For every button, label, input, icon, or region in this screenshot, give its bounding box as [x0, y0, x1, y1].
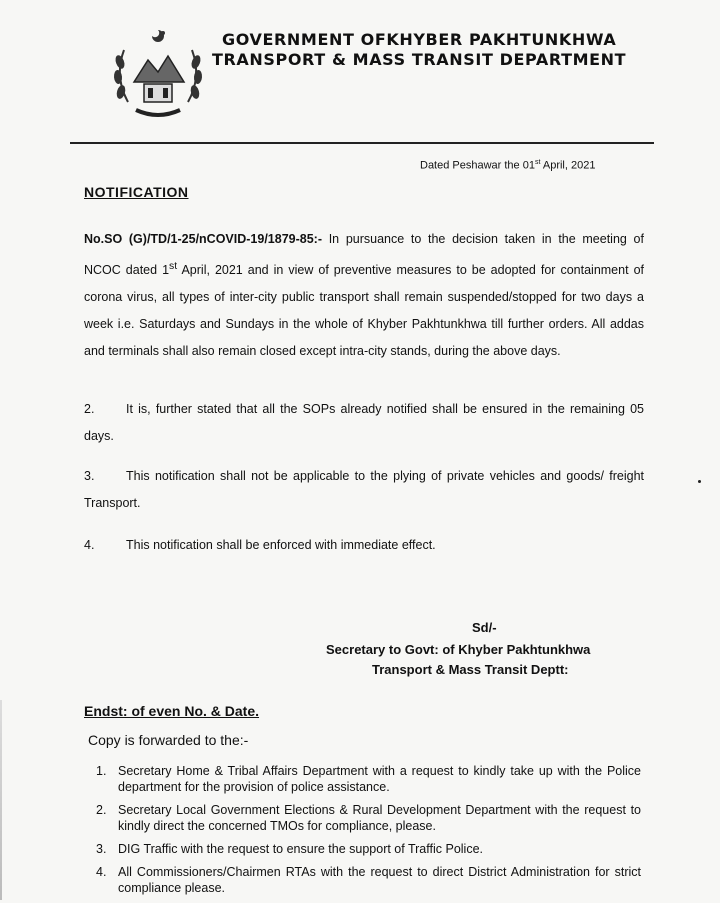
list-item: 3. DIG Traffic with the request to ensure the support of Traffic Police. [96, 842, 483, 856]
signature-department: Transport & Mass Transit Deptt: [372, 662, 569, 677]
dated-line: Dated Peshawar the 01st April, 2021 [420, 159, 596, 172]
speck-mark [698, 480, 701, 483]
header-divider [70, 142, 654, 144]
endorsement-title: Endst: of even No. & Date. [84, 703, 260, 719]
list-item: 4. All Commissioners/Chairmen RTAs with the request to direct District Administration for strict compliance please. [96, 865, 641, 895]
header-government: GOVERNMENT OFKHYBER PAKHTUNKHWA [222, 30, 617, 49]
signature-sd: Sd/- [472, 620, 497, 635]
reference-number: No.SO (G)/TD/1-25/nCOVID-19/1879-85:- [84, 232, 322, 246]
notification-title: NOTIFICATION [84, 184, 189, 200]
copy-forwarded-label: Copy is forwarded to the:- [88, 732, 249, 748]
header-department: TRANSPORT & MASS TRANSIT DEPARTMENT [212, 50, 627, 69]
paragraph-1: No.SO (G)/TD/1-25/nCOVID-19/1879-85:- In pursuance to the decision taken in the meeting of NCOC dated 1st April, 2021 and in view of preventive measures to be adopted for containment of corona virus, all types of inter-city public transport shall remain suspended/stopped for two days a week i.e. Saturdays and Sundays in the whole of Khyber Pakhtunkhwa till further orders. All addas and terminals shall also remain closed except intra-city stands, during the above days. [84, 232, 644, 359]
page-edge-shadow [0, 700, 2, 900]
list-item: 2. Secretary Local Government Elections & Rural Development Department with the request to kindly direct the concerned TMOs for compliance, please. [96, 803, 641, 833]
distribution-list [96, 763, 641, 903]
government-seal-icon [108, 22, 208, 128]
paragraph-4: 4. This notification shall be enforced with immediate effect. [84, 538, 436, 552]
paragraph-2: 2. It is, further stated that all the SOPs already notified shall be ensured in the remaining 05 days. [84, 402, 644, 443]
paragraph-3: 3. This notification shall not be applicable to the plying of private vehicles and goods/ freight Transport. [84, 469, 644, 510]
list-item: 1. Secretary Home & Tribal Affairs Department with a request to kindly take up with the Police department for the provision of police assistance. [96, 764, 641, 794]
signature-title: Secretary to Govt: of Khyber Pakhtunkhwa [326, 642, 591, 657]
